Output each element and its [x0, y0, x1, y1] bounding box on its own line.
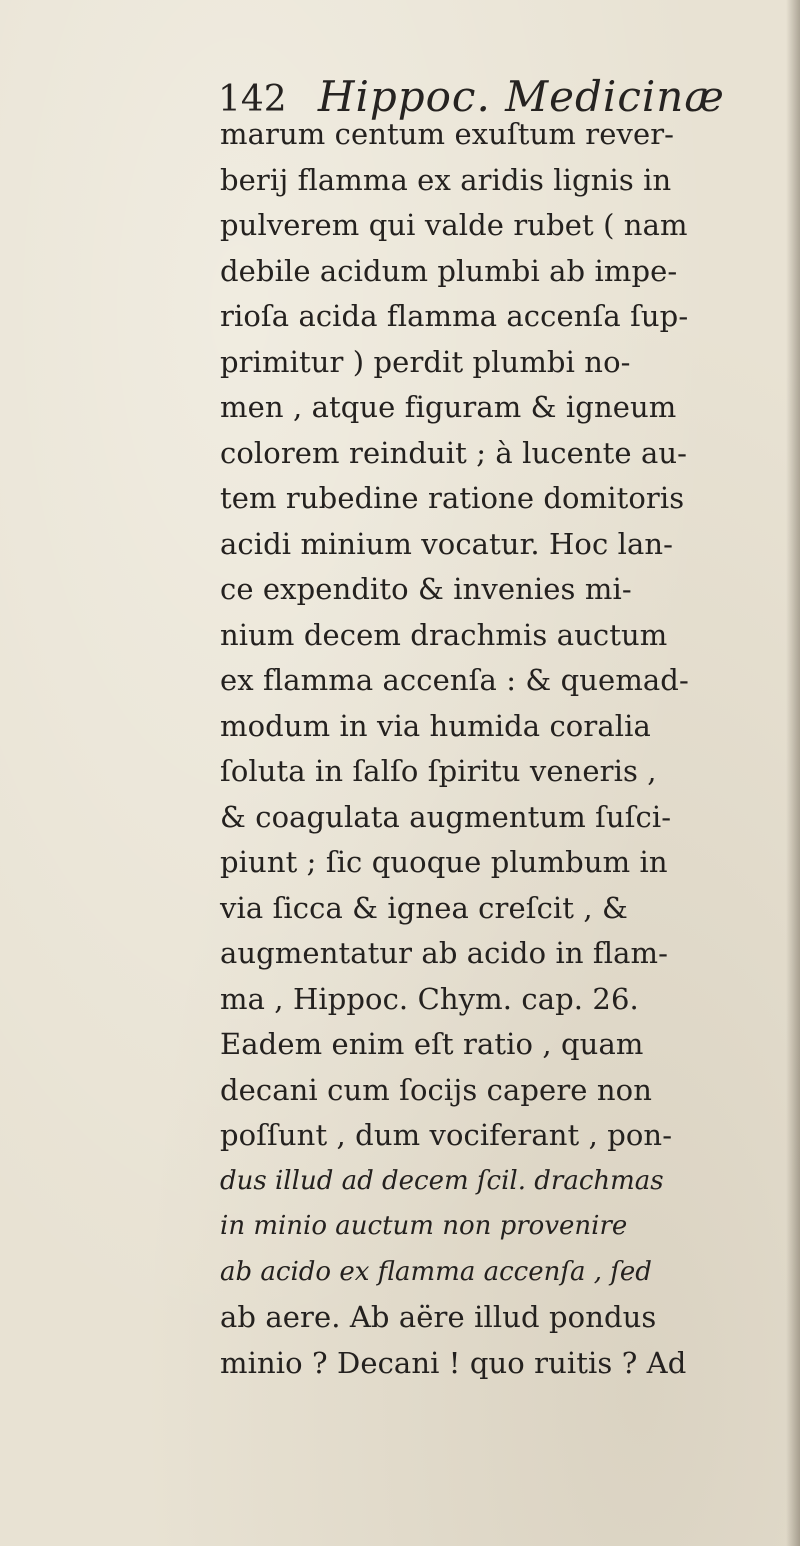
text-line: ex flamma accenſa : & quemad- — [220, 663, 689, 697]
text-line: primitur ) perdit plumbi no- — [220, 344, 631, 379]
text-line: ma , Hippoc. Chym. cap. 26. — [220, 981, 639, 1016]
text-line: ce expendito & invenies mi- — [220, 572, 632, 606]
text-line: decani cum ſocijs capere non — [220, 1072, 652, 1107]
text-line: tem rubedine ratione domitoris — [220, 481, 685, 515]
text-line: ab aere. Ab aëre illud pondus — [220, 1300, 657, 1334]
text-line: pulverem qui valde rubet ( nam — [220, 208, 688, 242]
text-line: nium decem drachmis auctum — [220, 617, 668, 652]
text-line: marum centum exuſtum rever- — [220, 117, 675, 151]
text-line: men , atque figuram & igneum — [220, 390, 677, 424]
text-line: acidi minium vocatur. Hoc lan- — [220, 526, 674, 561]
page-gutter-shadow — [786, 0, 800, 1546]
text-line: ſoluta in ſalſo ſpiritu veneris , — [220, 754, 657, 788]
text-line: & coagulata augmentum ſuſci- — [220, 799, 672, 834]
text-line: via ſicca & ignea creſcit , & — [220, 890, 628, 925]
page-number: 142 — [218, 79, 287, 120]
text-line: rioſa acida flamma accenſa ſup- — [220, 299, 689, 333]
text-line: Eadem enim eſt ratio , quam — [220, 1027, 644, 1061]
text-line: in minio auctum non provenire — [220, 1211, 628, 1241]
text-line: colorem reinduit ; à lucente au- — [220, 435, 688, 470]
body-text — [220, 112, 780, 1386]
running-title: Hippoc. Medicinæ — [317, 72, 725, 121]
text-line: minio ? Decani ! quo ruitis ? Ad — [220, 1345, 687, 1380]
text-line: dus illud ad decem ſcil. drachmas — [220, 1165, 664, 1196]
text-line: piunt ; ſic quoque plumbum in — [220, 845, 668, 879]
text-line: berij flamma ex aridis lignis in — [220, 162, 672, 197]
text-line: augmentatur ab acido in flam- — [220, 936, 669, 970]
text-line: modum in via humida coralia — [220, 708, 651, 743]
text-line: poſſunt , dum vociferant , pon- — [220, 1118, 673, 1152]
text-line: ab acido ex flamma accenſa , ſed — [220, 1256, 652, 1287]
text-line: debile acidum plumbi ab impe- — [220, 253, 678, 288]
